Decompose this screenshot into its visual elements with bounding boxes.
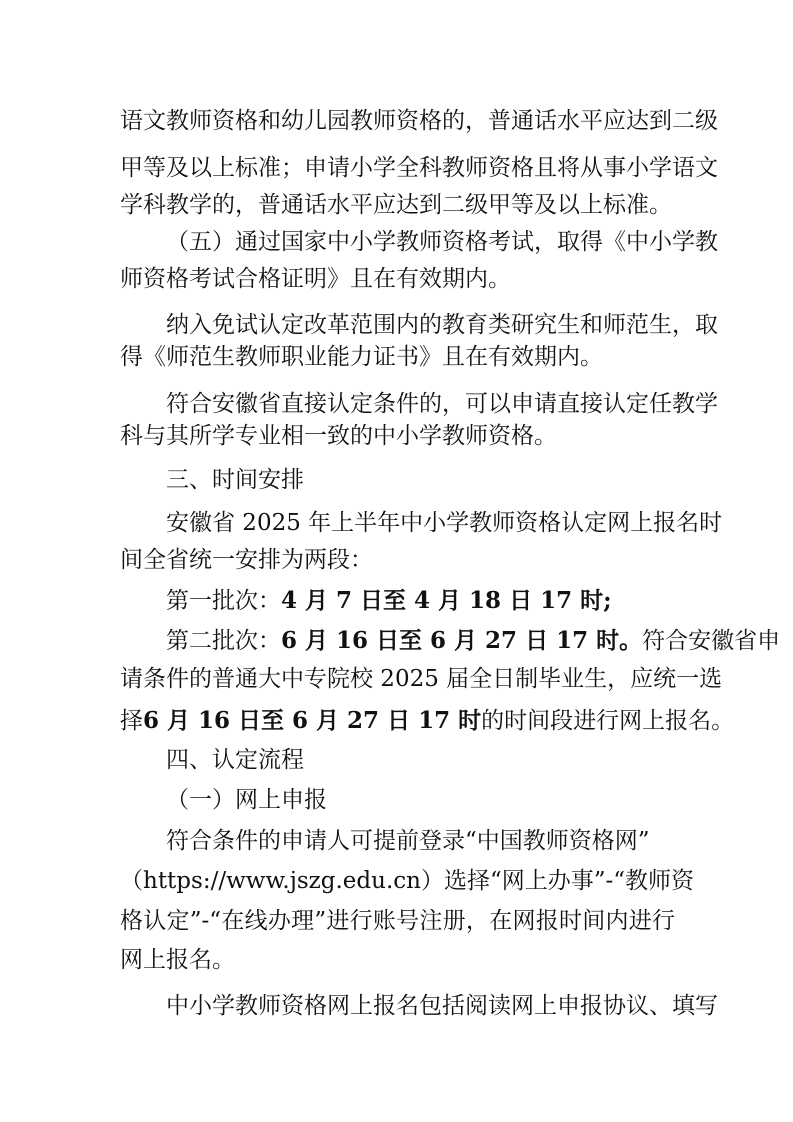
line-suffix: 的时间段进行网上报名。 (481, 708, 735, 734)
section-heading: 四、认定流程 (166, 747, 304, 773)
paragraph-line: 请条件的普通大中专院校 2025 届全日制毕业生，应统一选 (120, 666, 723, 692)
paragraph-line: 网上报名。 (120, 947, 235, 973)
batch-one-line (166, 586, 793, 616)
batch-suffix: 符合安徽省申 (642, 628, 781, 654)
paragraph-line: 甲等及以上标准；申请小学全科教师资格且将从事小学语文 (120, 155, 718, 181)
paragraph-line: 学科教学的，普通话水平应达到二级甲等及以上标准。 (120, 192, 672, 218)
batch-dates: 4 月 7 日至 4 月 18 日 17 时; (281, 587, 612, 614)
batch-two-line (166, 626, 793, 656)
paragraph-line: 间全省统一安排为两段： (120, 547, 373, 573)
batch-label: 第一批次： (166, 588, 281, 614)
paragraph-line: 符合条件的申请人可提前登录“中国教师资格网” (166, 828, 650, 854)
paragraph-line: 师资格考试合格证明》且在有效期内。 (120, 266, 511, 292)
paragraph-line: 格认定”-“在线办理”进行账号注册，在网报时间内进行 (120, 908, 675, 934)
paragraph-line: （https://www.jszg.edu.cn）选择“网上办事”-“教师资 (120, 868, 695, 894)
batch-dates: 6 月 16 日至 6 月 27 日 17 时。 (281, 627, 643, 654)
paragraph-line-with-dates (120, 706, 793, 736)
paragraph-line: 中小学教师资格网上报名包括阅读网上申报协议、填写 (166, 993, 718, 1019)
paragraph-line: 安徽省 2025 年上半年中小学教师资格认定网上报名时 (166, 510, 723, 536)
paragraph-line: 符合安徽省直接认定条件的，可以申请直接认定任教学 (166, 391, 718, 417)
paragraph-line: 纳入免试认定改革范围内的教育类研究生和师范生，取 (166, 312, 718, 338)
paragraph-line: 语文教师资格和幼儿园教师资格的，普通话水平应达到二级 (120, 108, 718, 134)
paragraph-line: 科与其所学专业相一致的中小学教师资格。 (120, 423, 557, 449)
paragraph-line: 得《师范生教师职业能力证书》且在有效期内。 (120, 344, 603, 370)
paragraph-line: （五）通过国家中小学教师资格考试，取得《中小学教 (166, 229, 718, 255)
line-prefix: 择 (120, 708, 143, 734)
section-heading: 三、时间安排 (166, 467, 304, 493)
subsection-heading: （一）网上申报 (166, 787, 327, 813)
batch-dates: 6 月 16 日至 6 月 27 日 17 时 (143, 707, 482, 734)
batch-label: 第二批次： (166, 628, 281, 654)
